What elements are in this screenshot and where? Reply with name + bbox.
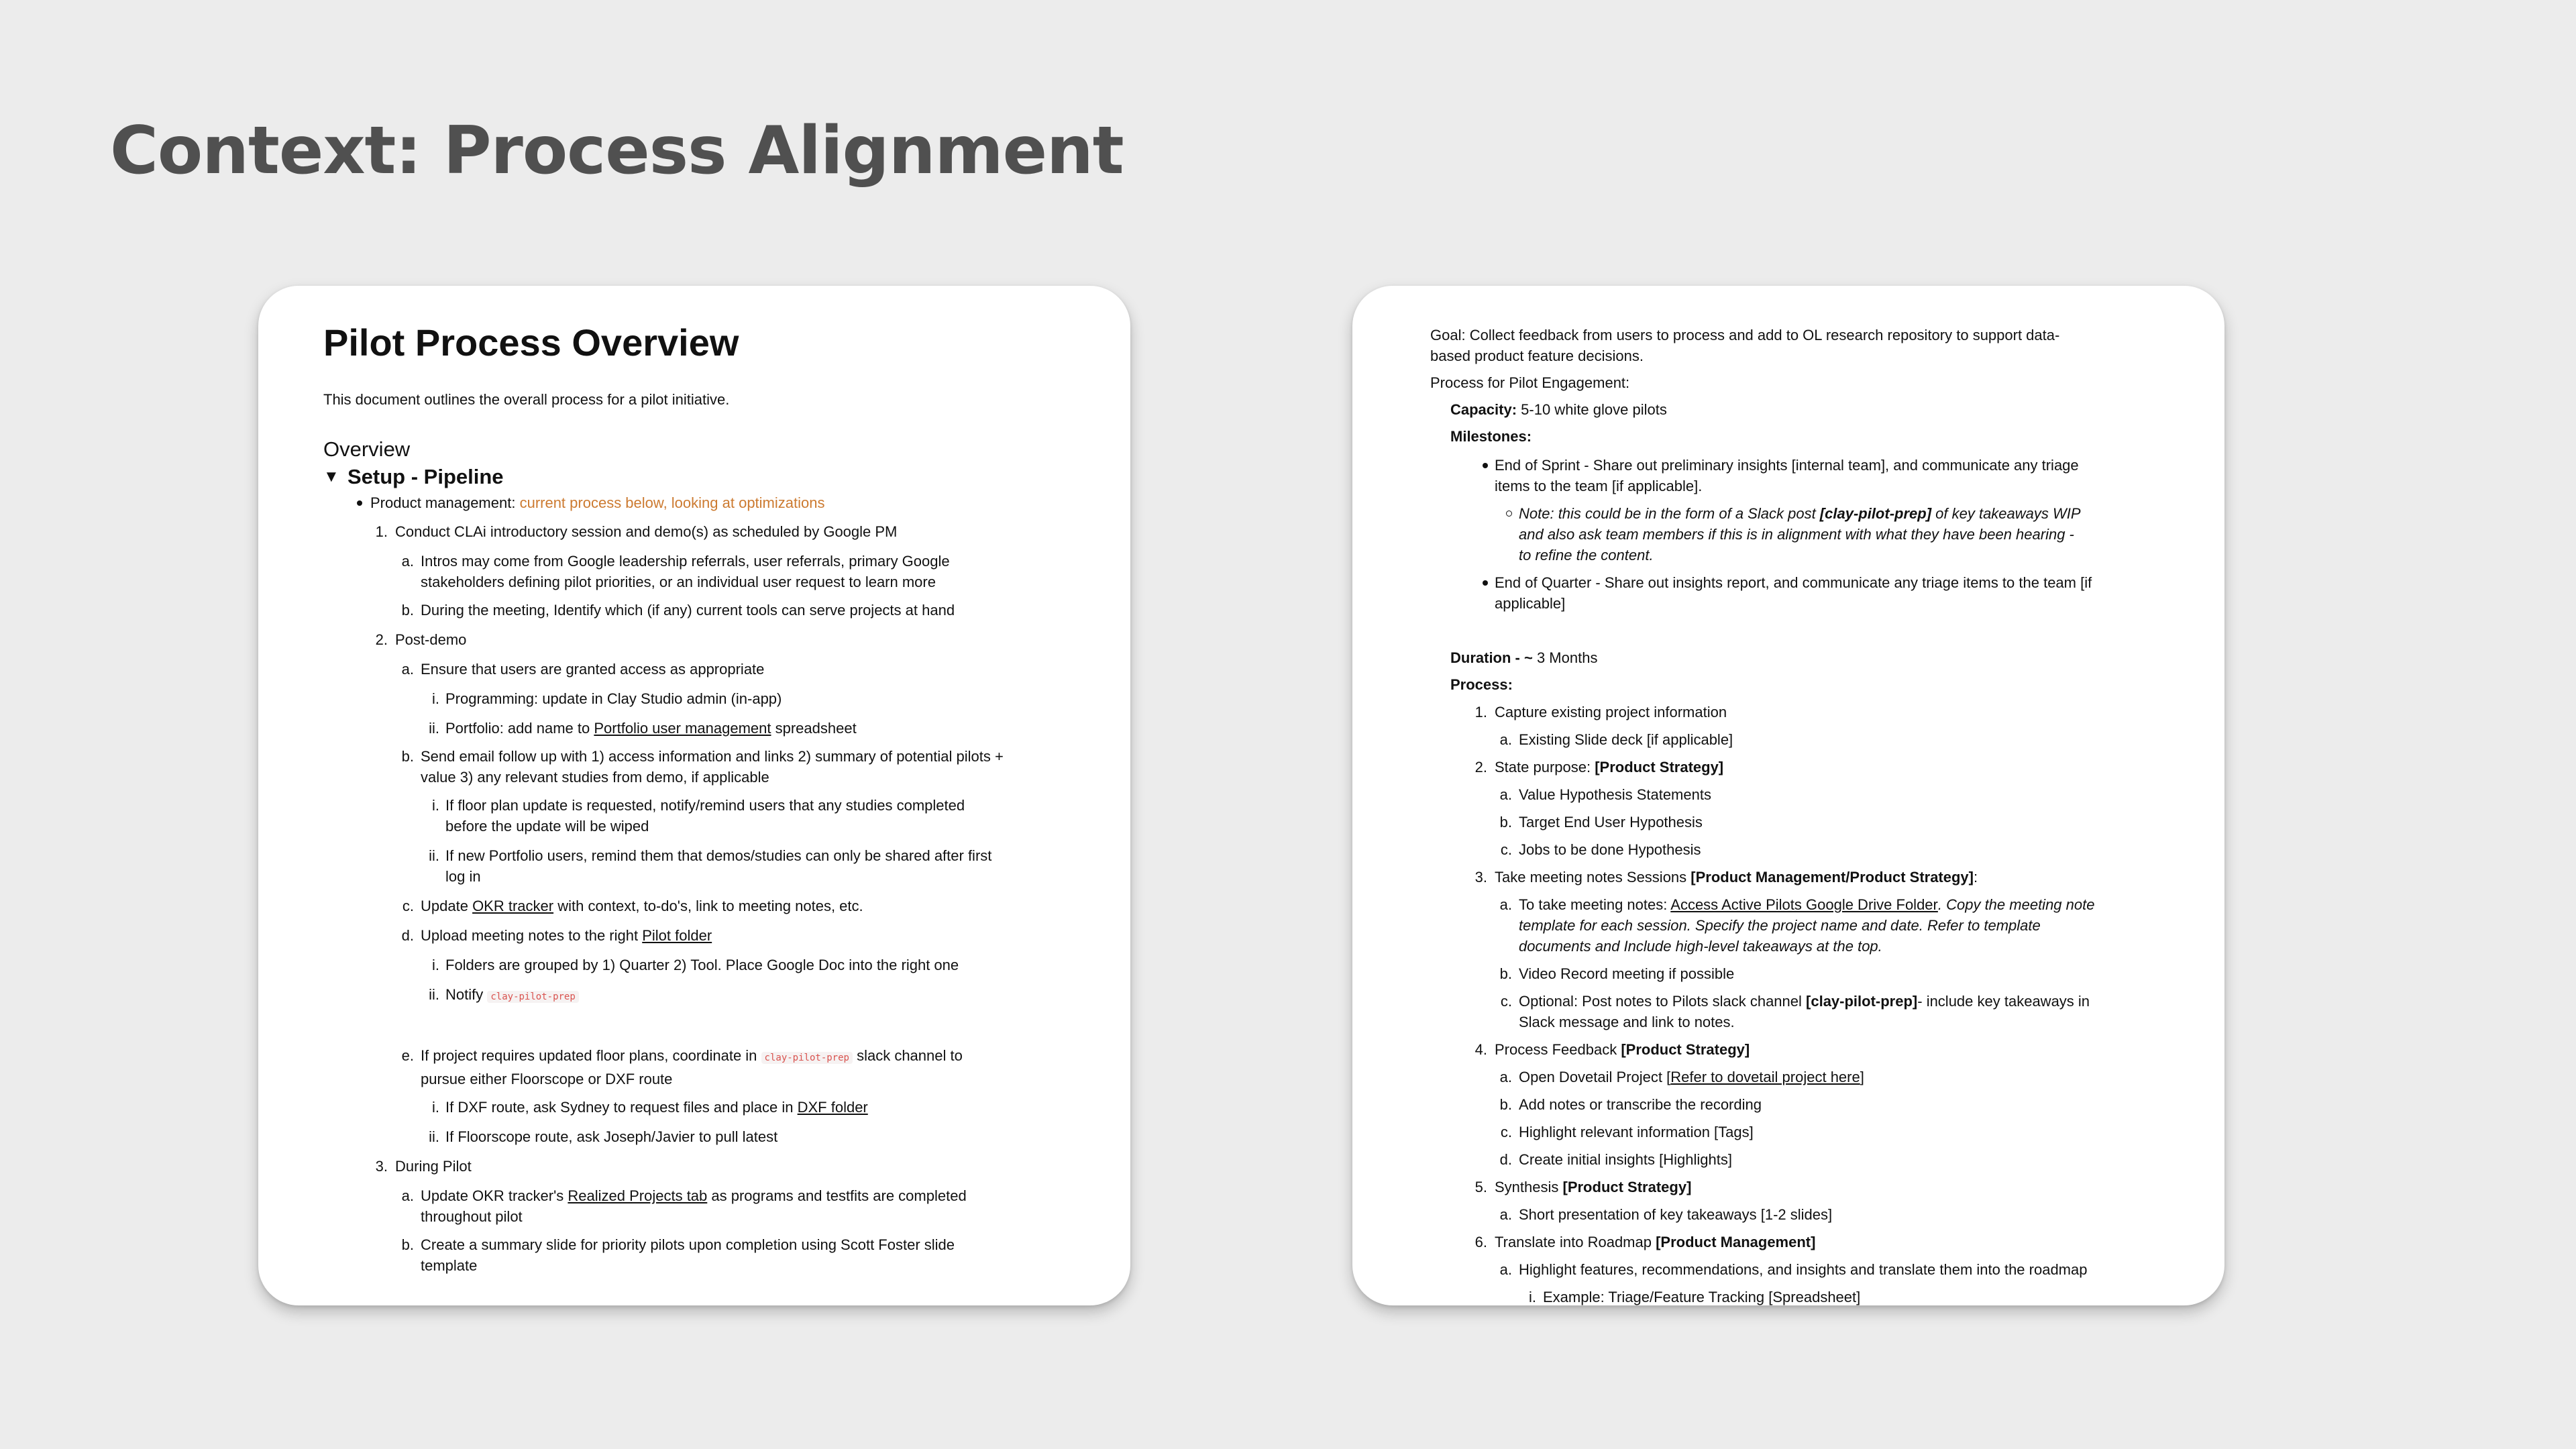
pilot-process-document (323, 313, 1061, 1276)
setup-pipeline-toggle[interactable] (323, 463, 1061, 491)
step-text: If DXF route, ask Sydney to request files and place in (445, 1099, 798, 1116)
process-step-4a: a. Open Dovetail Project [Refer to dovetail project here] (1499, 1069, 1864, 1085)
step-text: pursue either Floorscope or DXF route (421, 1071, 673, 1087)
step-text: Ensure that users are granted access as appropriate (421, 661, 765, 678)
process-step-2: 2. State purpose: [Product Strategy] (1474, 759, 1724, 775)
step-text: before the update will be wiped (445, 818, 649, 835)
goal-paragraph (1430, 325, 2101, 366)
step-text: If floor plan update is requested, notify/remind users that any studies completed (445, 797, 965, 814)
overview-heading: Overview (323, 437, 411, 461)
note-text: Note: this could be in the form of a Slack post (1519, 505, 1820, 522)
capacity-label: Capacity: (1450, 401, 1517, 418)
note-channel: [clay-pilot-prep] (1819, 505, 1932, 522)
step-text: Existing Slide deck [if applicable] (1519, 731, 1733, 748)
bullet-ring (1506, 511, 1512, 517)
process-step-5a: a. Short presentation of key takeaways [1-2 slides] (1499, 1206, 1833, 1223)
process-step-4d: d. Create initial insights [Highlights] (1499, 1151, 1732, 1168)
list-marker: a. (401, 1187, 414, 1204)
step-text: documents and Include high-level takeaways at the top. (1519, 938, 1882, 955)
capacity-line (1430, 399, 2101, 420)
step-text: Folders are grouped by 1) Quarter 2) Tool. Place Google Doc into the right one (445, 957, 959, 973)
step-text: with context, to-do's, link to meeting notes, etc. (553, 898, 863, 914)
list-item-step-3 (323, 1156, 1061, 1177)
milestones-label: Milestones: (1450, 428, 1532, 445)
list-item-step-2d-ii (323, 984, 1061, 1008)
goal-text: based product feature decisions. (1430, 347, 1644, 364)
step-text: Video Record meeting if possible (1519, 965, 1735, 982)
list-item-step-2b (323, 746, 1061, 788)
step-text: Target End User Hypothesis (1519, 814, 1703, 830)
pilot-engagement-document (1430, 325, 2101, 1305)
step-text: slack channel to (852, 1047, 963, 1064)
list-marker: i. (432, 690, 439, 707)
list-item-step-2e-i (323, 1097, 1061, 1118)
process-step-1a: a. Existing Slide deck [if applicable] (1499, 731, 1733, 748)
triangle-down-icon[interactable]: ▼ (323, 468, 339, 486)
pilot-folder-link[interactable]: Pilot folder (642, 927, 712, 944)
step-text: as programs and testfits are completed (707, 1187, 967, 1204)
dxf-folder-link[interactable]: DXF folder (797, 1099, 868, 1116)
process-step-4b: b. Add notes or transcribe the recording (1499, 1096, 1762, 1113)
step-text: Upload meeting notes to the right (421, 927, 643, 944)
process-step-3a: a. To take meeting notes: Access Active Pilots Google Drive Folder. Copy the meeting note template for each session. Specify the project name and date. Refer to template documents and Include high-level takeaways at the top. (1430, 894, 2101, 957)
step-text: spreadsheet (771, 720, 857, 737)
milestone-sprint (1430, 455, 2101, 496)
step-text: If project requires updated floor plans, coordinate in (421, 1047, 761, 1064)
step-text: During Pilot (395, 1158, 472, 1175)
milestone-quarter (1430, 572, 2101, 614)
list-item-step-2 (323, 629, 1061, 650)
list-marker: e. (401, 1047, 414, 1064)
process-step-2b: b. Target End User Hypothesis (1499, 814, 1703, 830)
step-text: Short presentation of key takeaways [1-2 slides] (1519, 1206, 1833, 1223)
list-marker: c. (402, 898, 414, 914)
step-text: throughout pilot (421, 1208, 523, 1225)
document-title: Pilot Process Overview (323, 321, 739, 364)
pm-highlight: current process below, looking at optimizations (519, 494, 825, 511)
list-marker: ii. (429, 1128, 439, 1145)
list-item-step-3a (323, 1185, 1061, 1227)
milestone-text: End of Quarter - Share out insights report, and communicate any triage items to the team [if (1495, 574, 2092, 591)
step-text: Intros may come from Google leadership referrals, user referrals, primary Google (421, 553, 950, 570)
step-text: Example: Triage/Feature Tracking [Spreadsheet] (1543, 1289, 1861, 1305)
list-item-step-2a-i (323, 688, 1061, 709)
capacity-value: 5-10 white glove pilots (1517, 401, 1667, 418)
portfolio-user-management-link[interactable]: Portfolio user management (594, 720, 771, 737)
list-marker: 1. (375, 523, 388, 540)
note-text: and also ask team members if this is in alignment with what they have been hearing - (1519, 526, 2074, 543)
list-marker: d. (401, 927, 414, 944)
process-step-3b: b. Video Record meeting if possible (1499, 965, 1735, 982)
step-text: Jobs to be done Hypothesis (1519, 841, 1701, 858)
step-text: Capture existing project information (1495, 704, 1727, 720)
step-text: Highlight relevant information [Tags] (1519, 1124, 1754, 1140)
list-marker: a. (401, 553, 414, 570)
list-item-step-2a (323, 659, 1061, 680)
step-text: Value Hypothesis Statements (1519, 786, 1711, 803)
bullet-dot (357, 500, 362, 506)
list-marker: b. (401, 602, 414, 619)
step-text: State purpose: (1495, 759, 1595, 775)
channel-code-tag: clay-pilot-prep (761, 1052, 853, 1064)
process-step-3c: c. Optional: Post notes to Pilots slack channel [clay-pilot-prep]- include key takeaways in Slack message and link to notes. (1430, 991, 2101, 1032)
step-text: stakeholders defining pilot priorities, or an individual user request to learn more (421, 574, 936, 590)
step-text: If new Portfolio users, remind them that demos/studies can only be shared after first (445, 847, 992, 864)
step-text: . Copy the meeting note (1937, 896, 2095, 913)
step-text: template (421, 1257, 478, 1274)
step-text: Process Feedback (1495, 1041, 1621, 1058)
list-item-step-2e (323, 1045, 1061, 1089)
list-item-step-2d-i (323, 955, 1061, 975)
note-text: to refine the content. (1519, 547, 1654, 564)
milestone-text: End of Sprint - Share out preliminary insights [internal team], and communicate any triage (1495, 457, 2079, 474)
process-step-4: 4. Process Feedback [Product Strategy] (1474, 1041, 1750, 1058)
step-text: Send email follow up with 1) access information and links 2) summary of potential pilots + (421, 748, 1004, 765)
step-channel: [clay-pilot-prep] (1806, 993, 1918, 1010)
list-marker: a. (401, 661, 414, 678)
milestone-note (1430, 503, 2101, 566)
process-step-2a: a. Value Hypothesis Statements (1499, 786, 1711, 803)
step-owner: [Product Management/Product Strategy] (1690, 869, 1974, 885)
step-text: Create initial insights [Highlights] (1519, 1151, 1732, 1168)
step-text: Take meeting notes Sessions (1495, 869, 1691, 885)
list-item-step-3b (323, 1234, 1061, 1276)
goal-text: Goal: Collect feedback from users to process and add to OL research repository to support data- (1430, 327, 2060, 343)
list-item-step-2c (323, 896, 1061, 916)
milestone-text: items to the team [if applicable]. (1495, 478, 1703, 494)
step-text: Post-demo (395, 631, 467, 648)
list-marker: 3. (375, 1158, 388, 1175)
duration-line (1430, 647, 2101, 668)
list-marker: ii. (429, 720, 439, 737)
list-item-step-2d (323, 925, 1061, 946)
step-text: Update OKR tracker's (421, 1187, 568, 1204)
process-step-2c: c. Jobs to be done Hypothesis (1500, 841, 1701, 858)
step-text: Portfolio: add name to (445, 720, 594, 737)
step-text: Slack message and link to notes. (1519, 1014, 1735, 1030)
step-owner: [Product Strategy] (1595, 759, 1724, 775)
pm-label: Product management: (370, 494, 520, 511)
active-pilots-drive-folder-link[interactable]: Access Active Pilots Google Drive Folder (1670, 896, 1938, 913)
list-marker: b. (401, 1236, 414, 1253)
list-marker: i. (432, 797, 439, 814)
step-text: Translate into Roadmap (1495, 1234, 1656, 1250)
list-item-step-1 (323, 521, 1061, 542)
step-text: Programming: update in Clay Studio admin (in-app) (445, 690, 782, 707)
step-text: If Floorscope route, ask Joseph/Javier to pull latest (445, 1128, 778, 1145)
list-item-step-2b-ii (323, 845, 1061, 887)
slide-title: Context: Process Alignment (110, 113, 1124, 189)
step-text: Open Dovetail Project [ (1519, 1069, 1671, 1085)
process-step-6a-i: i. Example: Triage/Feature Tracking [Spreadsheet] (1529, 1289, 1861, 1305)
note-text: of key takeaways WIP (1931, 505, 2081, 522)
step-text: log in (445, 868, 481, 885)
bullet-dot (1483, 580, 1488, 586)
step-owner: [Product Management] (1656, 1234, 1816, 1250)
process-step-4c: c. Highlight relevant information [Tags] (1500, 1124, 1754, 1140)
list-item-step-1a (323, 551, 1061, 592)
step-text: Notify (445, 986, 488, 1003)
channel-code-tag: clay-pilot-prep (487, 991, 578, 1003)
step-text: During the meeting, Identify which (if any) current tools can serve projects at hand (421, 602, 955, 619)
document-intro: This document outlines the overall process for a pilot initiative. (323, 391, 730, 408)
step-text: Synthesis (1495, 1179, 1563, 1195)
bullet-dot (1483, 463, 1488, 468)
milestone-text: applicable] (1495, 595, 1566, 612)
duration-label: Duration - ~ (1450, 649, 1533, 666)
process-label: Process: (1450, 676, 1513, 693)
step-text: - include key takeaways in (1917, 993, 2090, 1010)
step-text: To take meeting notes: (1519, 896, 1671, 913)
list-marker: i. (432, 957, 439, 973)
step-text: Conduct CLAi introductory session and demo(s) as scheduled by Google PM (395, 523, 898, 540)
list-item-step-2b-i (323, 795, 1061, 837)
process-step-6: 6. Translate into Roadmap [Product Management] (1474, 1234, 1816, 1250)
step-text: Highlight features, recommendations, and insights and translate them into the roadmap (1519, 1261, 2088, 1278)
list-item-step-2e-ii (323, 1126, 1061, 1147)
process-heading: Process for Pilot Engagement: (1430, 374, 1630, 391)
step-text: value 3) any relevant studies from demo, if applicable (421, 769, 769, 786)
pilot-engagement-card (1352, 286, 2224, 1305)
process-step-3: 3. Take meeting notes Sessions [Product Management/Product Strategy]: (1474, 869, 1978, 885)
pilot-process-overview-card (258, 286, 1130, 1305)
step-text: ] (1860, 1069, 1864, 1085)
list-item-step-1b (323, 600, 1061, 621)
okr-tracker-link[interactable]: OKR tracker (472, 898, 554, 914)
list-marker: ii. (429, 986, 439, 1003)
list-marker: 2. (375, 631, 388, 648)
list-item-product-management (323, 492, 1061, 513)
list-marker: b. (401, 748, 414, 765)
process-step-6a: a. Highlight features, recommendations, and insights and translate them into the roadmap (1499, 1261, 2088, 1278)
process-step-5: 5. Synthesis [Product Strategy] (1474, 1179, 1692, 1195)
list-item-step-2a-ii (323, 718, 1061, 739)
step-text: Optional: Post notes to Pilots slack channel (1519, 993, 1807, 1010)
step-text: template for each session. Specify the project name and date. Refer to template (1519, 917, 2041, 934)
list-marker: ii. (429, 847, 439, 864)
process-step-1: 1. Capture existing project information (1474, 704, 1727, 720)
step-text: Update (421, 898, 473, 914)
realized-projects-tab-link[interactable]: Realized Projects tab (568, 1187, 708, 1204)
step-text: Add notes or transcribe the recording (1519, 1096, 1762, 1113)
step-owner: [Product Strategy] (1562, 1179, 1692, 1195)
toggle-heading-label: Setup - Pipeline (347, 465, 504, 488)
step-owner: [Product Strategy] (1621, 1041, 1750, 1058)
dovetail-project-link[interactable]: Refer to dovetail project here (1670, 1069, 1860, 1085)
step-text: : (1974, 869, 1978, 885)
duration-value: 3 Months (1532, 649, 1598, 666)
list-marker: i. (432, 1099, 439, 1116)
step-text: Create a summary slide for priority pilots upon completion using Scott Foster slide (421, 1236, 955, 1253)
